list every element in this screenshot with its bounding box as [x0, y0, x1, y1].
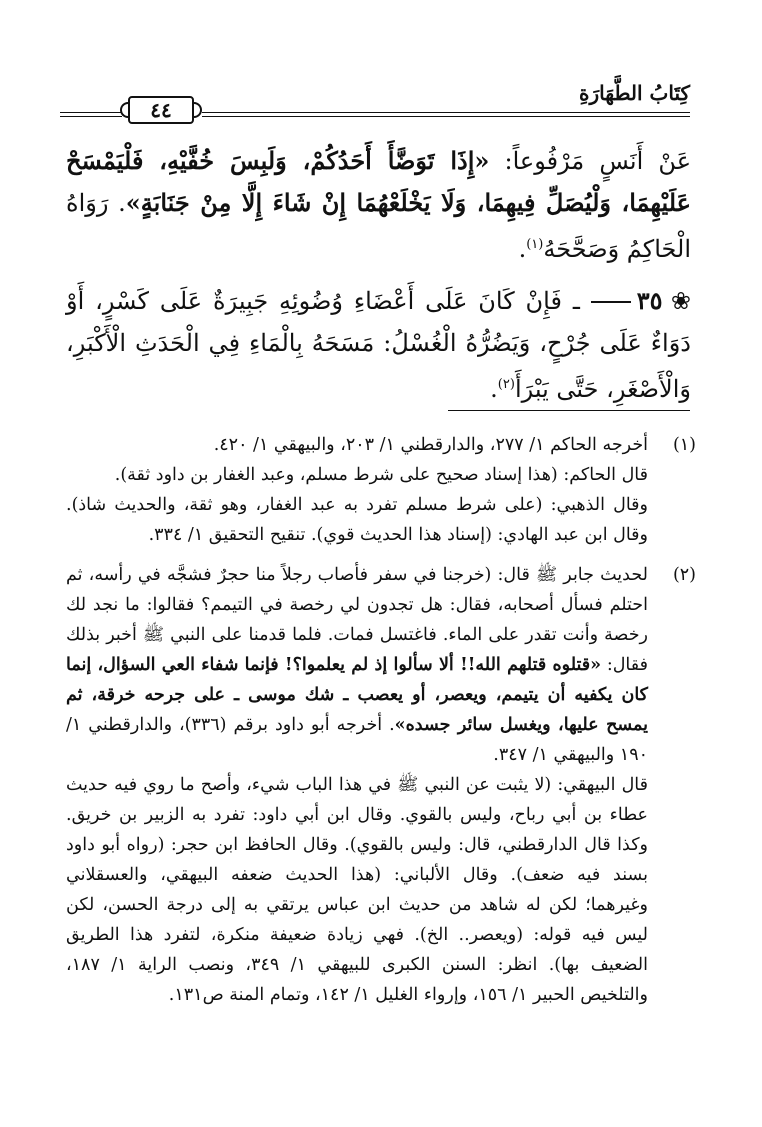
ruling-text: ـ فَإِنْ كَانَ عَلَى أَعْضَاءِ وُضُوئِهِ جَبِيرَةٌ عَلَى كَسْرٍ، أَوْ دَوَاءٌ عَلَى جُرْحٍ، وَيَضُرُّهُ الْغُسْلُ: مَسَحَهُ بِالْمَاءِ فِي الْحَدَثِ الْأَكْبَرِ، وَالْأَصْغَرِ، حَتَّى يَبْرَأَ	[66, 287, 691, 403]
hadith-end: .	[518, 235, 527, 263]
section-marker	[591, 280, 691, 322]
footnote-2-hadith: «قتلوه قتلهم الله!! ألا سألوا إذ لم يعلموا؟! فإنما شفاء العي السؤال، إنما كان يكفيه أن يتيمم، ويعصر، أو يعصب ـ شك موسى ـ على جرحه خرقة، ثم يمسح عليها، ويغسل سائر جسده»	[66, 655, 649, 735]
footnotes	[66, 430, 696, 1020]
footnote-2	[66, 560, 696, 1010]
page-header	[60, 78, 690, 122]
footnote-ref-1: (١)	[526, 237, 544, 252]
marker-rule	[591, 301, 631, 303]
footnote-1-line-1: أخرجه الحاكم ١/ ٢٧٧، والدارقطني ١/ ٢٠٣، والبيهقي ١/ ٤٢٠.	[213, 435, 648, 455]
footnote-2-source: . أخرجه أبو داود برقم (٣٣٦)، والدارقطني ١/ ١٩٠ والبيهقي ١/ ٣٤٧.	[66, 715, 648, 765]
hadith-intro: عَنْ أَنَسٍ مَرْفُوعاً:	[489, 147, 692, 175]
page-number-badge	[122, 96, 202, 126]
hadith-paragraph	[66, 140, 691, 270]
footnote-2-text: لحديث جابر ﷺ قال: (خرجنا في سفر فأصاب رجلاً منا حجرٌ فشجَّه في رأسه، ثم احتلم فسأل أصحابه، فقال: هل تجدون لي رخصة في التيمم؟ فقالوا: ما نجد لك رخصة وأنت تقدر على الماء. فاغتسل فمات. فلما قدمنا على النبي ﷺ أخبر بذلك فقال:	[66, 565, 648, 675]
hadith-source: . رَوَاهُ الْحَاكِمُ وَصَحَّحَهُ	[66, 189, 691, 263]
flower-ornament-icon: ❀	[670, 287, 691, 315]
main-text	[66, 140, 691, 410]
hadith-quote: «إِذَا تَوَضَّأَ أَحَدُكُمْ، وَلَبِسَ خُفَّيْهِ، فَلْيَمْسَحْ عَلَيْهِمَا، وَلْيُصَلِّ فِيهِمَا، وَلَا يَخْلَعْهُمَا إِنْ شَاءَ إِلَّا مِنْ جَنَابَةٍ»	[66, 146, 691, 217]
footnote-1-line-3: وقال الذهبي: (على شرط مسلم تفرد به عبد الغفار، وهو ثقة، والحديث شاذ). وقال ابن عبد الهادي: (إسناد هذا الحديث قوي). تنقيح التحقيق ١/ ٣٣٤.	[66, 495, 648, 545]
footnote-ref-2: (٢)	[497, 377, 515, 392]
footnote-number: (٢)	[672, 565, 696, 585]
footnote-2-para-1	[66, 560, 648, 770]
section-number: ٣٥	[636, 286, 663, 315]
ruling-end: .	[490, 375, 498, 403]
book-title: كِتَابُ الطَّهَارَةِ	[579, 81, 690, 105]
ruling-paragraph	[66, 280, 691, 410]
footnote-1	[66, 430, 696, 550]
footnote-2-para-2: قال البيهقي: (لا يثبت عن النبي ﷺ في هذا الباب شيء، وأصح ما روي فيه حديث عطاء بن أبي رباح، وليس بالقوي. وقال ابن أبي داود: تفرد به الزبير بن خريق. وكذا قال الدارقطني، قال: وليس بالقوي). وقال الحافظ ابن حجر: (رواه أبو داود بسند فيه ضعف). وقال الألباني: (هذا الحديث ضعفه البيهقي، والعسقلاني وغيرهما؛ لكن له شاهد من حديث ابن عباس يرتقي به إلى درجة الحسن، لكن ليس فيه قوله: (ويعصر.. الخ). فهي زيادة ضعيفة منكرة، لتفرد هذا الطريق الضعيف بها). انظر: السنن الكبرى للبيهقي ١/ ٣٤٩، ونصب الراية ١/ ١٨٧، والتلخيص الحبير ١/ ١٥٦، وإرواء الغليل ١/ ١٤٢، وتمام المنة ص١٣١.	[66, 775, 648, 1005]
footnote-separator	[448, 410, 690, 411]
footnote-1-line-2: قال الحاكم: (هذا إسناد صحيح على شرط مسلم، وعبد الغفار بن داود ثقة).	[114, 465, 648, 485]
page-number: ٤٤	[128, 96, 194, 124]
footnote-number: (١)	[672, 435, 696, 455]
